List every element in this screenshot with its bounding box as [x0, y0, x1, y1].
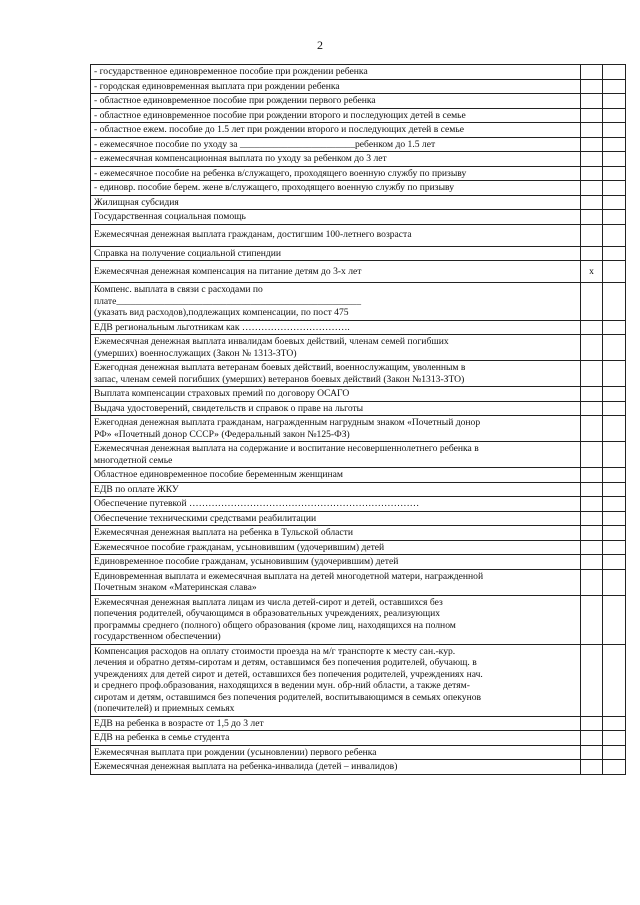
empty-cell: [603, 482, 626, 497]
benefit-name-line: лечения и обратно детям-сиротам и детям, оставшимся без попечения родителей, обучающ. в: [94, 657, 477, 668]
empty-cell: [603, 760, 626, 775]
empty-cell: [603, 401, 626, 416]
selection-mark-cell: [581, 540, 603, 555]
benefit-name-line: Компенсация расходов на оплату стоимости проезда на м/г транспорте к месту сан.-кур.: [94, 645, 456, 657]
benefit-name-line: сиротам и детям, оставшимся без попечения родителей, воспитывающимся в семьях опекунов: [94, 691, 482, 703]
benefit-name-cell: [91, 261, 581, 283]
empty-cell: [603, 468, 626, 483]
benefit-name-line: многодетной семье: [94, 454, 173, 466]
benefit-name-line: Ежемесячная денежная выплата на содержание и воспитание несовершеннолетнего ребенка в: [94, 443, 479, 454]
benefit-name-cell: [91, 152, 581, 167]
empty-cell: [603, 166, 626, 181]
benefit-name-line: Выплата компенсации страховых премий по договору ОСАГО: [94, 388, 350, 399]
table-row: [91, 716, 626, 731]
benefit-name-cell: [91, 181, 581, 196]
empty-cell: [603, 261, 626, 283]
selection-mark-cell: [581, 361, 603, 387]
page-number: 2: [317, 38, 323, 52]
benefit-name-line: Ежемесячная денежная выплата инвалидам боевых действий, членам семей погибших: [94, 336, 449, 347]
table-row: [91, 261, 626, 283]
benefit-name-line: - областное ежем. пособие до 1.5 лет при рождении второго и последующих детей в семье: [94, 124, 464, 135]
benefit-name-line: Ежемесячная денежная компенсация на питание детям до 3-х лет: [94, 265, 362, 277]
benefit-name-line: Ежемесячная денежная выплата гражданам, достигшим 100-летнего возраста: [94, 229, 412, 241]
selection-mark-cell: [581, 760, 603, 775]
benefit-name-line: - государственное единовременное пособие при рождении ребенка: [94, 66, 368, 77]
selection-mark-cell: [581, 555, 603, 570]
selection-mark-cell: [581, 166, 603, 181]
benefit-name-line: попечения родителей, обучающимся в образовательных учреждениях, реализующих: [94, 608, 441, 619]
benefit-name-line: программы среднего (полного) общего образования (кроме лиц, находящихся на полном: [94, 619, 456, 631]
benefit-name-line: РФ» «Почетный донор СССР» (Федеральный закон №125-ФЗ): [94, 428, 350, 440]
benefit-name-cell: [91, 401, 581, 416]
benefit-name-cell: [91, 731, 581, 746]
benefit-name-line: ЕДВ региональным льготникам как …………………………….: [94, 321, 350, 333]
benefit-name-cell: [91, 482, 581, 497]
table-row: [91, 526, 626, 541]
benefit-name-line: Единовременная выплата и ежемесячная выплата на детей многодетной матери, награжденной: [94, 570, 484, 582]
selection-mark-cell: [581, 731, 603, 746]
empty-cell: [603, 361, 626, 387]
benefit-name-line: государственном обеспечении): [94, 631, 221, 642]
selection-mark-cell: [581, 401, 603, 416]
benefit-name-line: Компенс. выплата в связи с расходами по: [94, 284, 263, 295]
benefit-name-cell: [91, 745, 581, 760]
selection-mark-cell: [581, 387, 603, 402]
selection-mark-cell: [581, 468, 603, 483]
selection-mark-cell: [581, 644, 603, 716]
selection-mark-cell: [581, 482, 603, 497]
empty-cell: [603, 283, 626, 321]
selection-mark-cell: [581, 181, 603, 196]
selection-mark-cell: [581, 137, 603, 152]
empty-cell: [603, 320, 626, 335]
benefit-name-cell: [91, 511, 581, 526]
table-row: [91, 644, 626, 716]
table-row: [91, 555, 626, 570]
empty-cell: [603, 210, 626, 225]
selection-mark-cell: [581, 283, 603, 321]
benefit-name-cell: [91, 468, 581, 483]
empty-cell: [603, 416, 626, 442]
benefit-name-cell: [91, 361, 581, 387]
table-row: [91, 108, 626, 123]
empty-cell: [603, 94, 626, 109]
selection-mark-cell: [581, 442, 603, 468]
empty-cell: [603, 335, 626, 361]
benefit-name-line: ЕДВ по оплате ЖКУ: [94, 483, 179, 495]
benefit-name-line: Справка на получение социальной стипендии: [94, 247, 282, 259]
table-row: [91, 569, 626, 595]
benefit-name-line: Областное единовременное пособие беременным женщинам: [94, 469, 343, 480]
benefit-name-line: - городская единовременная выплата при рождении ребенка: [94, 80, 340, 92]
table-row: [91, 283, 626, 321]
benefit-name-cell: [91, 283, 581, 321]
table-row: [91, 497, 626, 512]
benefits-table: [90, 64, 626, 775]
benefit-name-line: Ежемесячная денежная выплата лицам из числа детей-сирот и детей, оставшихся без: [94, 596, 443, 608]
table-row: [91, 152, 626, 167]
benefit-name-line: Единовременное пособие гражданам, усыновившим (удочерившим) детей: [94, 556, 399, 567]
selection-mark-cell: [581, 511, 603, 526]
benefit-name-line: Ежемесячное пособие гражданам, усыновившим (удочерившим) детей: [94, 541, 385, 553]
selection-mark-cell: [581, 152, 603, 167]
table-row: [91, 246, 626, 261]
empty-cell: [603, 123, 626, 138]
empty-cell: [603, 442, 626, 468]
empty-cell: [603, 511, 626, 526]
table-row: [91, 210, 626, 225]
benefit-name-cell: [91, 526, 581, 541]
benefit-name-line: Обеспечение путевкой ………………………………………………………………: [94, 498, 420, 509]
selection-mark-cell: [581, 569, 603, 595]
benefit-name-cell: [91, 210, 581, 225]
benefit-name-line: - ежемесячное пособие на ребенка в/служащего, проходящего военную службу по призыву: [94, 167, 467, 179]
table-row: [91, 442, 626, 468]
benefit-name-cell: [91, 137, 581, 152]
table-row: [91, 79, 626, 94]
empty-cell: [603, 137, 626, 152]
selection-mark-cell: [581, 246, 603, 261]
empty-cell: [603, 181, 626, 196]
empty-cell: [603, 569, 626, 595]
table-row: [91, 320, 626, 335]
benefit-name-cell: [91, 195, 581, 210]
benefit-name-cell: [91, 94, 581, 109]
benefit-name-line: - ежемесячное пособие по уходу за ________________________ребенком до 1.5 лет: [94, 138, 436, 150]
empty-cell: [603, 526, 626, 541]
benefit-name-line: Ежемесячная выплата при рождении (усыновлении) первого ребенка: [94, 746, 377, 758]
benefit-name-cell: [91, 716, 581, 731]
selection-mark-cell: [581, 320, 603, 335]
table-row: [91, 468, 626, 483]
benefit-name-cell: [91, 79, 581, 94]
selection-mark-cell: [581, 65, 603, 80]
table-row: [91, 224, 626, 246]
selection-mark-cell: [581, 745, 603, 760]
benefit-name-line: Ежегодная денежная выплата ветеранам боевых действий, военнослужащим, уволенным в: [94, 362, 466, 373]
selection-mark-cell: [581, 195, 603, 210]
table-row: [91, 401, 626, 416]
selection-mark-cell: [581, 416, 603, 442]
table-row: [91, 123, 626, 138]
benefit-name-cell: [91, 387, 581, 402]
benefit-name-cell: [91, 166, 581, 181]
empty-cell: [603, 387, 626, 402]
empty-cell: [603, 595, 626, 644]
benefit-name-line: Ежегодная денежная выплата гражданам, награжденным нагрудным знаком «Почетный донор: [94, 417, 481, 428]
empty-cell: [603, 716, 626, 731]
empty-cell: [603, 731, 626, 746]
benefit-name-line: - ежемесячная компенсационная выплата по уходу за ребенком до 3 лет: [94, 153, 387, 164]
benefit-name-line: - единовр. пособие берем. жене в/служащего, проходящего военную службу по призыву: [94, 182, 455, 193]
empty-cell: [603, 644, 626, 716]
table-row: [91, 361, 626, 387]
benefit-name-line: Обеспечение техническими средствами реабилитации: [94, 512, 317, 524]
selection-mark-cell: [581, 210, 603, 225]
table-row: [91, 335, 626, 361]
benefit-name-cell: [91, 123, 581, 138]
empty-cell: [603, 195, 626, 210]
empty-cell: [603, 555, 626, 570]
benefits-table-body: [91, 65, 626, 775]
benefit-name-line: (попечителей) и приемных семьях: [94, 703, 235, 714]
benefit-name-line: и среднего проф.образования, находящихся в ведении мун. обр-ний области, а также детям-: [94, 680, 470, 691]
benefit-name-cell: [91, 335, 581, 361]
benefit-name-cell: [91, 540, 581, 555]
table-row: [91, 731, 626, 746]
benefit-name-cell: [91, 497, 581, 512]
benefit-name-line: Государственная социальная помощь: [94, 211, 246, 222]
selection-mark-cell: [581, 716, 603, 731]
benefit-name-line: - областное единовременное пособие при рождении второго и последующих детей в семье: [94, 109, 466, 121]
empty-cell: [603, 497, 626, 512]
selection-mark-cell: [581, 497, 603, 512]
benefit-name-line: (указать вид расходов),подлежащих компенсации, по пост 475: [94, 307, 349, 318]
benefit-name-cell: [91, 246, 581, 261]
benefit-name-line: Выдача удостоверений, свидетельств и справок о праве на льготы: [94, 402, 364, 414]
selection-mark-cell: [581, 526, 603, 541]
empty-cell: [603, 246, 626, 261]
benefit-name-cell: [91, 224, 581, 246]
benefit-name-cell: [91, 569, 581, 595]
benefit-name-line: Ежемесячная денежная выплата на ребенка-инвалида (детей – инвалидов): [94, 761, 398, 772]
benefit-name-line: - областное единовременное пособие при рождении первого ребенка: [94, 95, 376, 106]
table-row: [91, 540, 626, 555]
selection-mark-cell: [581, 224, 603, 246]
benefit-name-cell: [91, 644, 581, 716]
benefit-name-cell: [91, 108, 581, 123]
benefit-name-line: ЕДВ на ребенка в возрасте от 1,5 до 3 лет: [94, 717, 264, 729]
table-row: [91, 416, 626, 442]
table-row: [91, 387, 626, 402]
selection-mark-cell: x: [581, 261, 603, 283]
benefit-name-cell: [91, 65, 581, 80]
benefit-name-line: Жилищная субсидия: [94, 196, 179, 208]
benefit-name-cell: [91, 555, 581, 570]
empty-cell: [603, 540, 626, 555]
empty-cell: [603, 224, 626, 246]
benefit-name-line: запас, членам семей погибших (умерших) ветеранов боевых действий (Закон №1313-ЗТО): [94, 373, 465, 385]
empty-cell: [603, 745, 626, 760]
table-row: [91, 745, 626, 760]
selection-mark-cell: [581, 335, 603, 361]
empty-cell: [603, 65, 626, 80]
table-row: [91, 511, 626, 526]
table-row: [91, 137, 626, 152]
table-row: [91, 760, 626, 775]
benefit-name-cell: [91, 320, 581, 335]
empty-cell: [603, 152, 626, 167]
table-row: [91, 166, 626, 181]
benefit-name-line: плате___________________________________________________: [94, 295, 362, 307]
table-row: [91, 195, 626, 210]
benefit-name-cell: [91, 442, 581, 468]
benefit-name-cell: [91, 760, 581, 775]
benefit-name-cell: [91, 416, 581, 442]
selection-mark-cell: [581, 79, 603, 94]
table-row: [91, 482, 626, 497]
benefit-name-line: (умерших) военнослужащих (Закон № 1313-ЗТО): [94, 347, 297, 359]
table-row: [91, 181, 626, 196]
selection-mark-cell: [581, 123, 603, 138]
benefit-name-line: Ежемесячная денежная выплата на ребенка в Тульской области: [94, 527, 353, 538]
empty-cell: [603, 108, 626, 123]
selection-mark-cell: [581, 108, 603, 123]
benefit-name-line: ЕДВ на ребенка в семье студента: [94, 732, 230, 743]
benefit-name-line: Почетным знаком «Материнская слава»: [94, 582, 257, 593]
selection-mark-cell: [581, 94, 603, 109]
benefit-name-line: учреждениях для детей сирот и детей, оставшихся без попечения родителей, учреждениях нач.: [94, 668, 483, 680]
table-row: [91, 94, 626, 109]
benefit-name-cell: [91, 595, 581, 644]
table-row: [91, 65, 626, 80]
table-row: [91, 595, 626, 644]
selection-mark-cell: [581, 595, 603, 644]
empty-cell: [603, 79, 626, 94]
